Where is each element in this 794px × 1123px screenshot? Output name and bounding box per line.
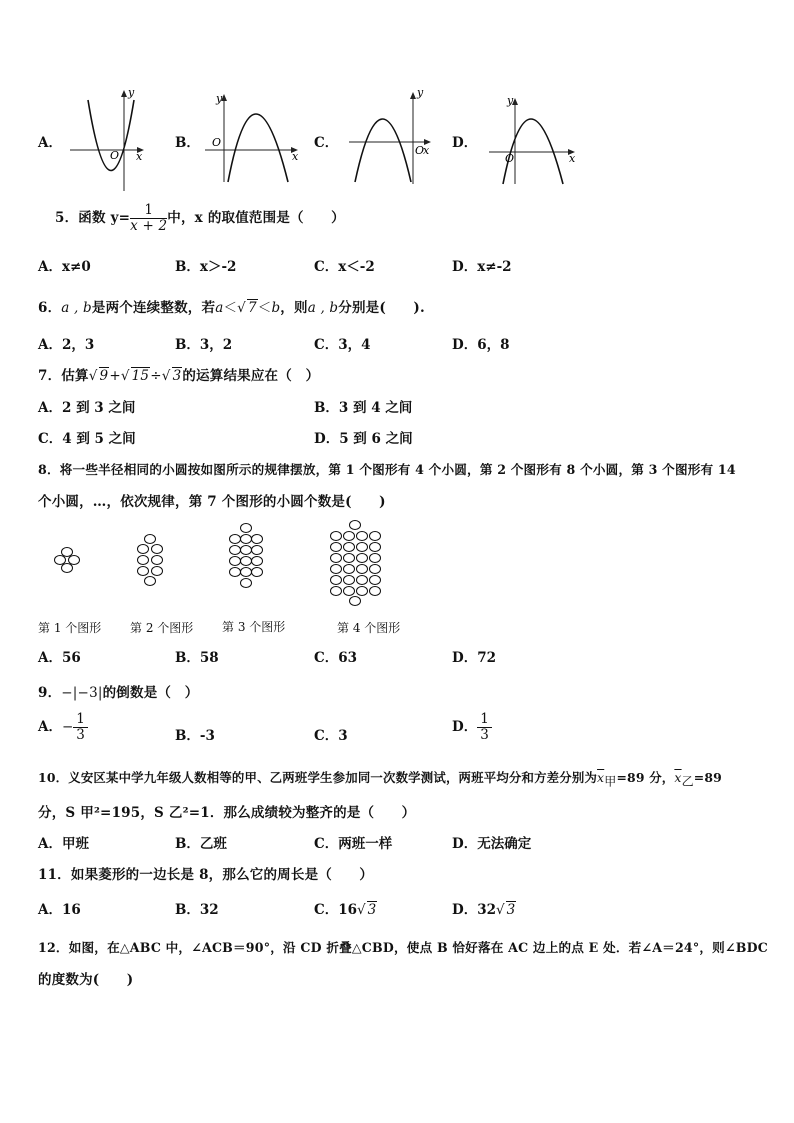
figure-4 bbox=[331, 521, 381, 606]
q11-option-c: C．16√ 3 bbox=[314, 902, 377, 918]
svg-text:O: O bbox=[110, 149, 120, 162]
q4-option-c-label: C． bbox=[314, 135, 339, 151]
q9-option-c: C．3 bbox=[314, 728, 348, 744]
q7-option-a: A．2 到 3 之间 bbox=[38, 400, 136, 416]
q9-option-d: D． $\frac{1}{3}$ bbox=[452, 712, 492, 743]
q5-option-a: A．x≠0 bbox=[38, 259, 91, 275]
q5-option-c: C．x＜-2 bbox=[314, 259, 375, 275]
q4-option-d-label: D． bbox=[452, 135, 478, 151]
q5-prefix: 5．函数 y= bbox=[55, 210, 131, 226]
q4-graph-c bbox=[345, 86, 440, 186]
question-11: 11．如果菱形的一边长是 8，那么它的周长是（ ） bbox=[38, 867, 374, 883]
q7-option-b: B．3 到 4 之间 bbox=[314, 400, 413, 416]
q6-radical: 7 bbox=[247, 300, 257, 316]
svg-text:y: y bbox=[128, 86, 135, 99]
q10-mean-a: $\overline{x}$ bbox=[597, 770, 605, 785]
q8-caption-4: 第 4 个图形 bbox=[337, 621, 401, 635]
q4-graph-d bbox=[485, 90, 585, 186]
q7-option-d: D．5 到 6 之间 bbox=[314, 431, 413, 447]
q5-option-b: B．x＞-2 bbox=[175, 259, 237, 275]
figure-1 bbox=[55, 548, 80, 573]
svg-text:y: y bbox=[216, 92, 223, 105]
q5-option-d: D．x≠-2 bbox=[452, 259, 512, 275]
q6-option-a: A．2，3 bbox=[38, 337, 95, 353]
q5-fraction: $\frac{1}{x + 2}$ bbox=[130, 202, 168, 234]
q9-option-b: B．-3 bbox=[175, 728, 215, 744]
question-5 bbox=[55, 203, 345, 234]
q6-option-d: D．6，8 bbox=[452, 337, 510, 353]
figure-3 bbox=[230, 524, 263, 588]
svg-text:y: y bbox=[507, 94, 514, 107]
question-6: 6．a , b是两个连续整数，若a＜√ 7＜b，则a , b分别是( ). bbox=[38, 300, 425, 316]
q10-option-d: D．无法确定 bbox=[452, 836, 532, 852]
q6-option-c: C．3，4 bbox=[314, 337, 371, 353]
question-8-line1: 8．将一些半径相同的小圆按如图所示的规律摆放，第 1 个图形有 4 个小圆，第 2 个图形有 8 个小圆，第 3 个图形有 14 bbox=[38, 462, 736, 477]
question-7: 7．估算√ 9+√ 15÷√ 3的运算结果应在（ ） bbox=[38, 368, 320, 384]
q4-graph-a bbox=[66, 86, 152, 196]
q9-expression: −|−3| bbox=[61, 685, 103, 701]
q11-option-d: D．32√ 3 bbox=[452, 902, 516, 918]
question-8-line2: 个小圆，…，依次规律，第 7 个图形的小圆个数是( ) bbox=[38, 494, 386, 510]
q8-option-d: D．72 bbox=[452, 650, 496, 666]
q8-circle-figures bbox=[30, 515, 410, 610]
svg-text:x: x bbox=[136, 150, 143, 163]
q11-option-a: A．16 bbox=[38, 902, 81, 918]
q8-option-c: C．63 bbox=[314, 650, 358, 666]
svg-text:O: O bbox=[212, 136, 222, 149]
question-12-line1: 12．如图，在△ABC 中，∠ACB＝90°，沿 CD 折叠△CBD，使点 B 恰好落在 AC 边上的点 E 处．若∠A＝24°，则∠BDC bbox=[38, 940, 768, 955]
q4-option-b-label: B． bbox=[175, 135, 200, 151]
q10-option-b: B．乙班 bbox=[175, 836, 227, 852]
q4-graph-b bbox=[200, 86, 305, 186]
q8-option-b: B．58 bbox=[175, 650, 219, 666]
svg-text:x: x bbox=[292, 150, 299, 163]
question-12-line2: 的度数为( ) bbox=[38, 972, 134, 988]
svg-text:O: O bbox=[505, 152, 515, 165]
svg-text:O: O bbox=[415, 144, 425, 157]
q5-suffix: 中，x 的取值范围是（ ） bbox=[167, 210, 345, 226]
q8-option-a: A．56 bbox=[38, 650, 81, 666]
svg-text:x: x bbox=[569, 152, 576, 165]
q10-option-a: A．甲班 bbox=[38, 836, 89, 852]
q4-option-a-label: A． bbox=[38, 135, 62, 151]
q6-vars: a , b bbox=[61, 300, 92, 316]
q8-caption-3: 第 3 个图形 bbox=[222, 620, 286, 634]
question-10-line2: 分，S 甲²=195，S 乙²=1．那么成绩较为整齐的是（ ） bbox=[38, 805, 416, 821]
q11-option-b: B．32 bbox=[175, 902, 219, 918]
question-9: 9．−|−3|的倒数是（ ） bbox=[38, 685, 199, 701]
q10-mean-b: $\overline{x}$ bbox=[674, 770, 682, 785]
q7-option-c: C．4 到 5 之间 bbox=[38, 431, 136, 447]
q9-option-a: A．− $\frac{1}{3}$ bbox=[38, 712, 88, 743]
q6-option-b: B．3，2 bbox=[175, 337, 233, 353]
q8-caption-2: 第 2 个图形 bbox=[130, 621, 194, 635]
q10-option-c: C．两班一样 bbox=[314, 836, 393, 852]
svg-text:y: y bbox=[417, 86, 424, 99]
figure-2 bbox=[138, 535, 163, 586]
q8-caption-1: 第 1 个图形 bbox=[38, 621, 102, 635]
svg-text:x: x bbox=[423, 144, 430, 157]
question-10-line1: 10．义安区某中学九年级人数相等的甲、乙两班学生参加同一次数学测试，两班平均分和方差分别为$\overline{x}_甲=89$ 分，$\overline{x}_乙=89$ bbox=[38, 770, 723, 789]
